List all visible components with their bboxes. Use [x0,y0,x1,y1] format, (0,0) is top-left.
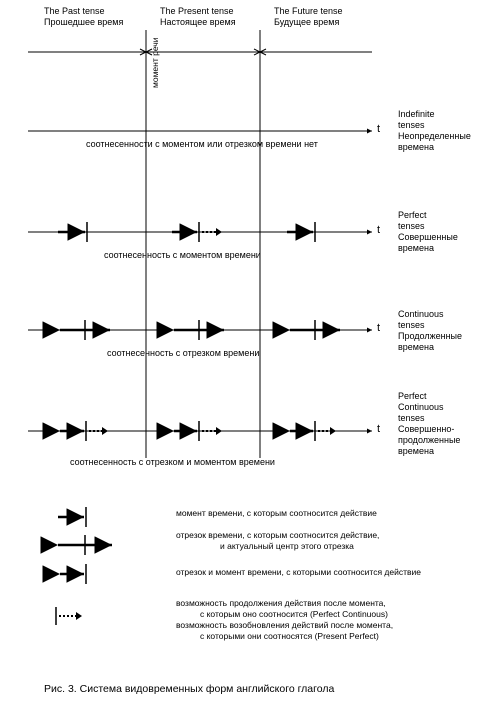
header-past-en: The Past tense [44,6,105,16]
row-caption-indefinite: соотнесенности с моментом или отрезком времени нет [86,139,318,149]
tense-line: tenses [398,320,425,330]
header-present-en: The Present tense [160,6,234,16]
legend-segment-moment-text: отрезок и момент времени, с которыми соотносится действие [176,567,422,577]
tense-line: Неопределенные [398,131,471,141]
header-past-ru: Прошедшее время [44,17,124,27]
row-caption-continuous: соотнесенность с отрезком времени [107,348,260,358]
legend-continuation-text-2: с которым оно соотносится (Perfect Continuous) [200,609,388,619]
tense-line: времена [398,243,434,253]
tense-line: продолженные [398,435,461,445]
tense-line: Совершенные [398,232,458,242]
header-present-ru: Настоящее время [160,17,236,27]
tense-line: tenses [398,221,425,231]
tense-line: tenses [398,120,425,130]
tense-line: Indefinite [398,109,435,119]
header-future-en: The Future tense [274,6,343,16]
tense-line: Continuous [398,402,444,412]
axis-t-label: t [377,423,381,435]
legend-continuation-text-1: возможность продолжения действия после момента, [176,598,386,608]
tense-line: Продолженные [398,331,463,341]
tense-line: времена [398,142,434,152]
tense-line: времена [398,446,434,456]
figure-caption: Рис. 3. Система видовременных форм английского глагола [44,683,335,695]
tense-line: tenses [398,413,425,423]
legend-segment-text-2: и актуальный центр этого отрезка [220,541,354,551]
axis-t-label: t [377,322,381,334]
header-future-ru: Будущее время [274,17,340,27]
time-axes [28,131,372,431]
continuous-marks [60,320,340,340]
row-caption-perfect-continuous: соотнесенность с отрезком и моментом времени [70,457,275,467]
header-line [28,49,372,55]
tense-line: Continuous [398,309,444,319]
moment-of-speech-label: момент речи [150,37,160,88]
legend-continuation-text-3: возможность возобновления действий после момента, [176,620,394,630]
legend-symbols [56,507,112,625]
legend-moment-text: момент времени, с которым соотносится действие [176,508,377,518]
axis-t-label: t [377,123,381,135]
axis-t-label: t [377,224,381,236]
tense-line: Совершенно- [398,424,455,434]
legend-segment-text-1: отрезок времени, с которым соотносится действие, [176,530,380,540]
tense-line: Perfect [398,210,427,220]
tense-line: времена [398,342,434,352]
row-caption-perfect: соотнесенность с моментом времени [104,250,261,260]
tense-line: Perfect [398,391,427,401]
legend-continuation-text-4: с которыми они соотносятся (Present Perfect) [200,631,379,641]
